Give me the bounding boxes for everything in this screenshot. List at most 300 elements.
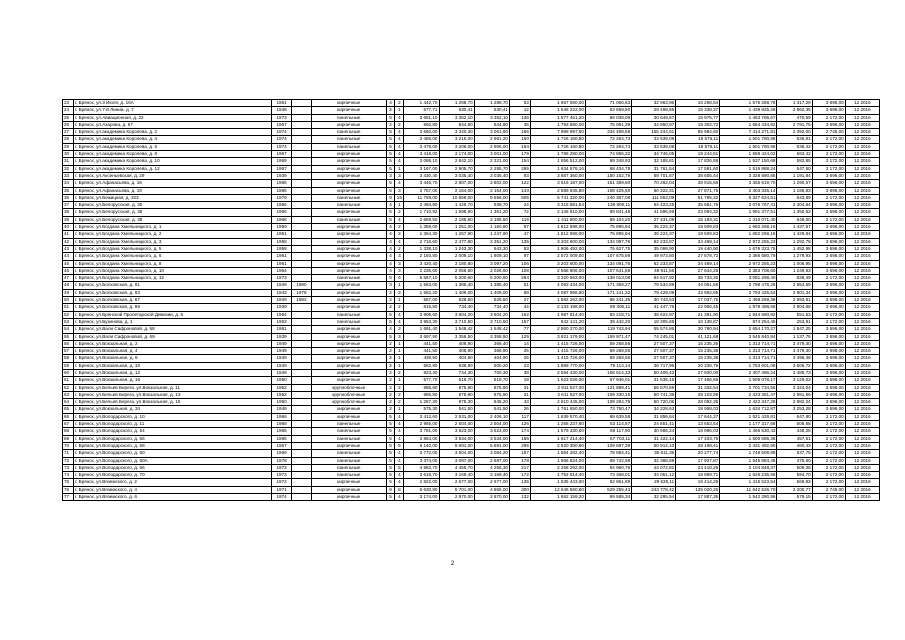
table-cell: 75 [63, 479, 74, 486]
table-cell: 582,80 [404, 362, 439, 369]
table-cell: 1 409,00 [474, 289, 509, 296]
table-cell: 30 780,94 [676, 326, 720, 333]
table-cell: 1 338,10 [404, 245, 439, 252]
table-cell: 253,91 [777, 318, 812, 325]
table-cell: 3 696,00 [812, 224, 845, 231]
table-cell: 4 [386, 253, 395, 260]
table-cell: 78 884,41 [585, 450, 631, 457]
table-cell: 172 [509, 472, 530, 479]
table-cell: 1 243,30 [439, 245, 474, 252]
table-cell: 1939 [272, 333, 292, 340]
table-cell [292, 136, 312, 143]
table-cell [292, 180, 312, 187]
page-number: 2 [450, 561, 455, 567]
table-cell [292, 202, 312, 209]
table-cell: 5 [386, 129, 395, 136]
table-cell: 25 [509, 348, 530, 355]
table-cell: 73 750,47 [585, 406, 631, 413]
table-cell: 27 [509, 297, 530, 304]
table-cell [292, 100, 312, 107]
table-cell: 2 [395, 231, 404, 238]
table-cell: 2 807,00 [439, 180, 474, 187]
table-cell: 441,50 [404, 348, 439, 355]
table-cell: 53 114,87 [585, 421, 631, 428]
table-cell: 18 305,68 [632, 318, 676, 325]
table-cell: 122 [509, 180, 530, 187]
table-cell: 2 [395, 245, 404, 252]
table-cell: 1 626 235,56 [720, 472, 777, 479]
table-cell: 15 235,36 [676, 348, 720, 355]
table-cell: 1978 [292, 289, 312, 296]
table-cell: 3 696,00 [812, 326, 845, 333]
table-cell: 45 [63, 260, 74, 267]
table-row [63, 348, 880, 355]
table-cell: 135 [509, 479, 530, 486]
table-cell: 1952 [272, 391, 292, 398]
table-cell: 18 859,71 [676, 472, 720, 479]
table-cell: 2 494,90 [404, 202, 439, 209]
table-row [63, 457, 880, 464]
table-cell: 2 [386, 355, 395, 362]
table-cell: 3 504,00 [439, 450, 474, 457]
table-cell: 1973 [272, 464, 292, 471]
table-cell: 17 466,66 [676, 377, 720, 384]
table-cell: 2 745,00 [812, 129, 845, 136]
table-cell: 4 [395, 413, 404, 420]
table-cell: 2 870,00 [474, 494, 509, 501]
table-cell [292, 267, 312, 274]
table-cell: 2 172,00 [812, 435, 845, 442]
table-cell: 1 409,00 [439, 289, 474, 296]
table-cell: 164 [509, 143, 530, 150]
table-cell: г. Брянск, ул.Володарского, д. 54 [74, 428, 272, 435]
table-cell: 12 2016 [845, 348, 879, 355]
table-cell: 1 726 160,80 [530, 143, 585, 150]
table-cell: 29 [63, 143, 74, 150]
table-cell: 4 [395, 428, 404, 435]
table-cell: 2 172,00 [812, 143, 845, 150]
table-cell: 43 [509, 399, 530, 406]
table-cell: 2 981,56 [777, 391, 812, 398]
table-cell [292, 333, 312, 340]
table-cell: 1950 [272, 377, 292, 384]
table-cell: 24 651,41 [632, 421, 676, 428]
table-cell: 1 793 880,00 [530, 121, 585, 128]
table-cell: 34 051,12 [632, 472, 676, 479]
table-cell: 3 696,00 [812, 107, 845, 114]
table-cell: 1 251,00 [439, 224, 474, 231]
table-cell: 12 2016 [845, 107, 879, 114]
table-cell: 2 860 270,00 [530, 326, 585, 333]
table-cell: г. Брянск, ул.академика Королева, д. 12 [74, 165, 272, 172]
table-cell: 3 [395, 260, 404, 267]
table-cell: 2 172,00 [812, 442, 845, 449]
table-cell: 39 [63, 216, 74, 223]
table-cell: 12 2016 [845, 260, 879, 267]
table-cell: 1 506 078,17 [720, 377, 777, 384]
table-cell: 4 087 968,90 [530, 289, 585, 296]
table-cell: 12 2016 [845, 326, 879, 333]
table-cell: 4 [395, 450, 404, 457]
table-cell: 1964 [272, 267, 292, 274]
table-cell: 3 355 619,70 [720, 180, 777, 187]
table-cell [292, 143, 312, 150]
table-cell: 19 509,83 [676, 231, 720, 238]
table-cell: 1965 [272, 428, 292, 435]
table-cell: 75 091,39 [585, 121, 631, 128]
table-cell: 12 2016 [845, 472, 879, 479]
table-row [63, 224, 880, 231]
table-cell: 3 [386, 172, 395, 179]
table-cell: 38 605,44 [676, 172, 720, 179]
table-cell: 138 809,11 [585, 202, 631, 209]
table-cell: 41 121,68 [676, 333, 720, 340]
table-cell: 2 285,70 [474, 165, 509, 172]
table-cell: 28 092,35 [676, 399, 720, 406]
table-row [63, 333, 880, 340]
table-cell: 71 [63, 450, 74, 457]
table-cell: 12 2016 [845, 297, 879, 304]
table-cell: 815,80 [404, 304, 439, 311]
table-cell: 638,49 [777, 275, 812, 282]
table-cell: 541,50 [474, 406, 509, 413]
table-cell: 2 [386, 348, 395, 355]
table-cell: 217 [509, 464, 530, 471]
table-cell: 3 696,00 [812, 260, 845, 267]
table-cell: 530,41 [474, 107, 509, 114]
table-cell: 2 504,00 [439, 421, 474, 428]
table-row [63, 297, 880, 304]
table-cell: 2 [386, 406, 395, 413]
table-cell [292, 275, 312, 282]
table-cell: 1967 [272, 165, 292, 172]
table-cell: 2 193,80 [404, 253, 439, 260]
table-cell: кирпичные [311, 377, 386, 384]
table-cell: 1 987 814,40 [530, 311, 585, 318]
table-cell: 3 340,30 [439, 129, 474, 136]
table-cell: 41 447,76 [632, 304, 676, 311]
table-cell: 12 2016 [845, 121, 879, 128]
table-cell: 1961 [272, 253, 292, 260]
table-cell: 1 160,80 [474, 224, 509, 231]
table-cell: 19 244,61 [676, 151, 720, 158]
table-row [63, 340, 880, 347]
table-cell: 1 [395, 406, 404, 413]
table-cell: г. Брянск, ул.Бельев Берега, ул.Вокзальная, д. 13 [74, 391, 272, 398]
table-cell: 35 099,90 [632, 245, 676, 252]
table-cell: 2 406,10 [474, 413, 509, 420]
table-cell: 40 [63, 224, 74, 231]
table-cell [292, 399, 312, 406]
table-cell: панельные [311, 216, 386, 223]
table-cell: 1939 [272, 304, 292, 311]
table-cell: г. Брянск, ул.Вали Сафроновой, д. 58 [74, 326, 272, 333]
table-cell: 19 440,90 [676, 245, 720, 252]
table-cell: 3 696,00 [812, 231, 845, 238]
table-cell: 5 327 624,51 [720, 194, 777, 201]
table-row [63, 202, 880, 209]
table-cell: 3 696,00 [812, 282, 845, 289]
table-cell: 1965 [272, 187, 292, 194]
table-cell: 2 677,00 [439, 479, 474, 486]
table-cell: 509,08 [777, 464, 812, 471]
table-cell: 1 [395, 297, 404, 304]
table-cell: 67 946,01 [585, 377, 631, 384]
table-cell: 10 138,87 [676, 318, 720, 325]
table-cell: 79 429,09 [632, 289, 676, 296]
table-cell: 1 812 898,00 [530, 224, 585, 231]
table-cell: панельные [311, 136, 386, 143]
table-cell: 66 117,90 [585, 428, 631, 435]
table-cell: 1 267,30 [404, 399, 439, 406]
table-cell: 12 2016 [845, 224, 879, 231]
table-cell: 21 391,90 [676, 311, 720, 318]
table-cell: 2 172,00 [812, 114, 845, 121]
table-cell: 1973 [272, 275, 292, 282]
table-cell: 3 180,80 [439, 260, 474, 267]
table-cell: 536,91 [777, 136, 812, 143]
table-cell: 1 [395, 348, 404, 355]
table-cell: 2 677,00 [474, 479, 509, 486]
table-cell: 1 598,90 [439, 209, 474, 216]
table-cell: 52 [63, 311, 74, 318]
table-cell: 3 604,20 [474, 311, 509, 318]
table-cell: 1949 [272, 348, 292, 355]
table-cell: 2 172,00 [812, 450, 845, 457]
table-row [63, 435, 880, 442]
table-cell: 1966 [272, 413, 292, 420]
table-cell: г. Брянск, ул.Азарова, д. 67 [74, 121, 272, 128]
table-row [63, 318, 880, 325]
table-cell: г. Брянск, ул.Болховская, д. 63 [74, 289, 272, 296]
table-cell: кирпичные [311, 158, 386, 165]
table-cell: 406,90 [439, 348, 474, 355]
table-cell: кирпичные [311, 333, 386, 340]
table-cell [292, 253, 312, 260]
table-cell: 3 086,10 [404, 158, 439, 165]
table-cell: 3 [395, 187, 404, 194]
table-cell: 12 2016 [845, 238, 879, 245]
table-cell: 67 703,11 [585, 435, 631, 442]
table-cell: 121 889,41 [585, 384, 631, 391]
table-cell: г. Брянск, ул.Володарского, д. 70 [74, 472, 272, 479]
table-cell: 12 2016 [845, 391, 879, 398]
table-row [63, 245, 880, 252]
table-cell: 1 439 825,28 [720, 107, 777, 114]
table-cell: 439,50 [404, 355, 439, 362]
table-cell: 60 [63, 369, 74, 376]
table-cell: кирпичные [311, 355, 386, 362]
table-cell: 2 572 009,00 [530, 253, 585, 260]
table-cell: 94 960,76 [585, 464, 631, 471]
table-row [63, 121, 880, 128]
table-cell: 1 979 488,68 [720, 304, 777, 311]
table-cell: 2 594 430,00 [530, 369, 585, 376]
table-cell [292, 464, 312, 471]
table-cell: 1 442,70 [404, 100, 439, 107]
table-cell: 2 757,00 [404, 187, 439, 194]
table-cell: 3 696,00 [812, 180, 845, 187]
table-cell: 2 972 255,23 [720, 238, 777, 245]
table-cell: 1968 [272, 421, 292, 428]
table-cell: 1 500 686,38 [720, 435, 777, 442]
table-cell: 1 577 451,20 [530, 114, 585, 121]
table-cell: 645,20 [474, 399, 509, 406]
table-cell: 61 [63, 377, 74, 384]
table-cell: 24 410,26 [676, 464, 720, 471]
table-cell: 166 [509, 435, 530, 442]
table-cell: 150 162,78 [585, 172, 631, 179]
table-cell: 3 696,00 [812, 187, 845, 194]
table-cell: 582,85 [777, 158, 812, 165]
table-cell: 1 350,53 [777, 209, 812, 216]
table-cell [292, 472, 312, 479]
table-cell: 2 905,70 [439, 165, 474, 172]
table-cell: 2 172,00 [812, 136, 845, 143]
table-row [63, 464, 880, 471]
table-cell: 119 [509, 216, 530, 223]
table-cell: 135 020,25 [676, 486, 720, 493]
table-cell: 27 644,25 [676, 267, 720, 274]
table-cell: 17 927,87 [676, 457, 720, 464]
table-cell: 41 696,69 [632, 209, 676, 216]
table-cell: 64 517,92 [632, 275, 676, 282]
table-cell: 518,70 [439, 377, 474, 384]
table-row [63, 486, 880, 493]
table-cell: 3 169,40 [439, 472, 474, 479]
table-cell: 3 506,72 [777, 362, 812, 369]
table-cell: 53 [509, 100, 530, 107]
table-cell: 2 164,00 [439, 187, 474, 194]
table-cell: 3 352,10 [474, 114, 509, 121]
table-cell: 2 870,00 [439, 494, 474, 501]
table-cell: 2 [395, 209, 404, 216]
table-cell: 3 129,03 [777, 377, 812, 384]
table-cell: 3 001,00 [474, 151, 509, 158]
table-cell: 1 247,90 [474, 231, 509, 238]
table-cell: г. Брянск, ул.Вяземского, д. 2 [74, 479, 272, 486]
table-cell: 2 200,77 [777, 486, 812, 493]
table-cell: 12 2016 [845, 384, 879, 391]
table-cell: панельные [311, 464, 386, 471]
table-cell: 19 302,72 [676, 121, 720, 128]
table-cell: панельные [311, 450, 386, 457]
table-cell [292, 442, 312, 449]
table-cell: 3 479,30 [777, 340, 812, 347]
table-cell: 109 697,39 [585, 442, 631, 449]
table-cell: 125 [509, 333, 530, 340]
table-cell: 50 409,43 [632, 369, 676, 376]
table-cell: 2 172,00 [812, 151, 845, 158]
table-cell: 2 477,80 [439, 238, 474, 245]
table-cell: 875,90 [474, 391, 509, 398]
table-cell: 366,90 [474, 348, 509, 355]
table-cell: 2 669,50 [404, 216, 439, 223]
table-cell: 63 559,50 [585, 107, 631, 114]
table-cell: 12 2016 [845, 275, 879, 282]
table-cell: 49 [63, 289, 74, 296]
table-cell: 1 [395, 202, 404, 209]
table-cell [292, 304, 312, 311]
table-cell: 66 [63, 413, 74, 420]
table-cell: 2 [386, 121, 395, 128]
table-cell: 28 103,99 [676, 391, 720, 398]
table-cell: 1969 [272, 158, 292, 165]
table-cell: 12 2016 [845, 158, 879, 165]
table-cell: 1968 [272, 216, 292, 223]
table-cell: 1949 [272, 406, 292, 413]
table-cell: 89 841,48 [585, 209, 631, 216]
table-cell: 12 2016 [845, 172, 879, 179]
table-cell: 1949 [272, 355, 292, 362]
table-cell: 3 696,00 [812, 289, 845, 296]
table-cell: г. Брянск, ул.Богдана Хмельницкого, д. 10 [74, 267, 272, 274]
table-cell: 1 844 580,82 [720, 311, 777, 318]
table-cell: 3 081 298,40 [720, 275, 777, 282]
table-cell: 108 614,33 [585, 369, 631, 376]
table-cell: 117 [509, 413, 530, 420]
table-cell: 530,41 [439, 107, 474, 114]
table-cell: 4 [386, 202, 395, 209]
table-cell: панельные [311, 457, 386, 464]
table-cell: 4 [395, 114, 404, 121]
table-cell: 1 521 429,81 [720, 413, 777, 420]
table-cell: 1 437,67 [777, 224, 812, 231]
table-cell: 5 [386, 333, 395, 340]
table-cell: 2 [395, 391, 404, 398]
table-cell: 1969 [272, 450, 292, 457]
table-cell: 2 [395, 399, 404, 406]
table-cell: 1 575 288,78 [720, 100, 777, 107]
table-cell: кирпичные [311, 165, 386, 172]
table-cell: 3 905,60 [404, 311, 439, 318]
table-cell: 1 267,90 [439, 231, 474, 238]
table-cell: 66 038,09 [585, 114, 631, 121]
table-cell: 3 798 478,28 [720, 282, 777, 289]
table-cell: 109 330,15 [585, 391, 631, 398]
table-cell: 47 [63, 275, 74, 282]
table-cell: 75 627,75 [585, 245, 631, 252]
table-cell: 72 [509, 209, 530, 216]
table-cell: 1964 [272, 311, 292, 318]
table-cell: 3 206,00 [439, 143, 474, 150]
table-cell: 16 996,03 [676, 428, 720, 435]
table-cell: 2 911 527,00 [530, 384, 585, 391]
table-cell: 1958 [272, 245, 292, 252]
table-cell [292, 355, 312, 362]
table-cell: кирпичные [311, 151, 386, 158]
table-cell: 35 [509, 121, 530, 128]
table-cell: 3 696,00 [812, 304, 845, 311]
table-cell: 12 2016 [845, 267, 879, 274]
table-cell: 3 660,00 [404, 129, 439, 136]
table-cell: 518,70 [474, 377, 509, 384]
table-cell: 3 485,73 [777, 369, 812, 376]
table-cell: г. Брянск, ул.Вокзальная, д. 2 [74, 340, 272, 347]
table-cell: 75 895,94 [585, 224, 631, 231]
table-cell: 27 507,37 [632, 355, 676, 362]
table-cell: 3 696,00 [812, 340, 845, 347]
table-row [63, 479, 880, 486]
table-cell: 17 826,58 [676, 158, 720, 165]
table-cell: 1979 [272, 194, 292, 201]
table-cell: 32 368,69 [632, 457, 676, 464]
table-cell: 1 [395, 165, 404, 172]
table-cell: 18 958,03 [676, 406, 720, 413]
table-cell [292, 486, 312, 493]
table-cell: 734,40 [439, 304, 474, 311]
table-cell: 538,90 [439, 362, 474, 369]
